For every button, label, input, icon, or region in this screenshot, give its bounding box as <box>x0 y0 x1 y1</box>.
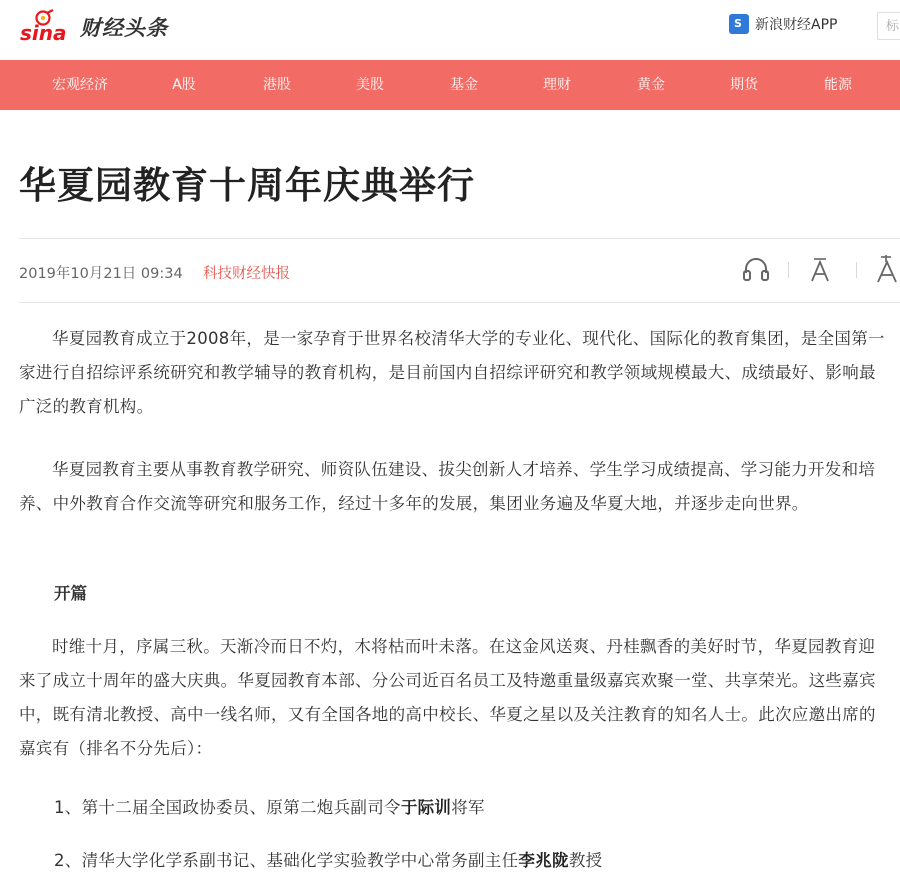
toolbar-divider <box>788 262 789 278</box>
title-divider <box>19 238 900 239</box>
nav-item-energy[interactable]: 能源 <box>824 77 852 93</box>
font-increase-icon[interactable] <box>875 255 900 283</box>
meta-divider <box>19 302 900 303</box>
guest-suffix: 教授 <box>568 851 603 870</box>
article-paragraph: 时维十月，序属三秋。天渐冷而日不灼，木将枯而叶未落。在这金风送爽、丹桂飘香的美好时节，华夏园教育迎来了成立十周年的盛大庆典。华夏园教育本部、分公司近百名员工及特邀重量级嘉宾欢聚一堂、共享荣光。这些嘉宾中，既有清北教授、高中一线名师，又有全国各地的高中校长、华夏之星以及关注教育的知名人士。此次应邀出席的嘉宾有（排名不分先后）： <box>19 637 876 758</box>
app-link-label: 新浪财经APP <box>755 17 838 33</box>
guest-suffix: 将军 <box>451 798 485 817</box>
article-title: 华夏园教育十周年庆典举行 <box>19 164 475 207</box>
section-heading: 开篇 <box>54 584 87 603</box>
publish-date: 2019年10月21日 09:34 <box>19 266 183 282</box>
article-paragraph: 华夏园教育主要从事教育教学研究、师资队伍建设、拔尖创新人才培养、学生学习成绩提高、学习能力开发和培养、中外教育合作交流等研究和服务工作，经过十多年的发展，集团业务遍及华夏大地，并逐步走向世界。 <box>19 460 876 513</box>
font-decrease-icon[interactable] <box>809 255 837 283</box>
nav-item-macro[interactable]: 宏观经济 <box>52 77 108 93</box>
brand-name: 财经头条 <box>80 16 168 40</box>
site-logo[interactable] <box>20 9 168 45</box>
nav-item-a-shares[interactable]: A股 <box>172 77 196 93</box>
article-source[interactable]: 科技财经快报 <box>203 266 290 282</box>
guest-item <box>54 796 485 820</box>
guest-name: 李兆陇 <box>518 851 569 870</box>
guest-title: 2、清华大学化学系副书记、基础化学实验教学中心常务副主任 <box>54 851 519 870</box>
article-paragraph: 华夏园教育成立于2008年，是一家孕育于世界名校清华大学的专业化、现代化、国际化的教育集团，是全国第一家进行自招综评系统研究和教学辅导的教育机构，是目前国内自招综评研究和教学领域规模最大、成绩最好、影响最广泛的教育机构。 <box>19 329 885 416</box>
guest-name: 于际训 <box>400 798 452 817</box>
nav-item-funds[interactable]: 基金 <box>450 77 478 93</box>
guest-title: 1、第十二届全国政协委员、原第二炮兵副司令 <box>54 798 401 817</box>
sina-logo-icon <box>20 9 76 45</box>
channel-nav <box>0 60 900 110</box>
svg-text:sina: sina <box>20 21 67 45</box>
headphones-icon[interactable] <box>741 255 771 283</box>
nav-item-wealth[interactable]: 理财 <box>543 77 571 93</box>
guest-item <box>54 849 602 873</box>
nav-item-gold[interactable]: 黄金 <box>637 77 665 93</box>
app-icon: S <box>729 14 749 34</box>
toolbar-divider <box>856 262 857 278</box>
app-download-link[interactable] <box>729 14 837 34</box>
search-input[interactable]: 标 <box>877 12 900 40</box>
top-header <box>0 0 900 60</box>
nav-item-futures[interactable]: 期货 <box>730 77 758 93</box>
nav-item-us-stocks[interactable]: 美股 <box>356 77 384 93</box>
nav-item-hk-stocks[interactable]: 港股 <box>263 77 291 93</box>
